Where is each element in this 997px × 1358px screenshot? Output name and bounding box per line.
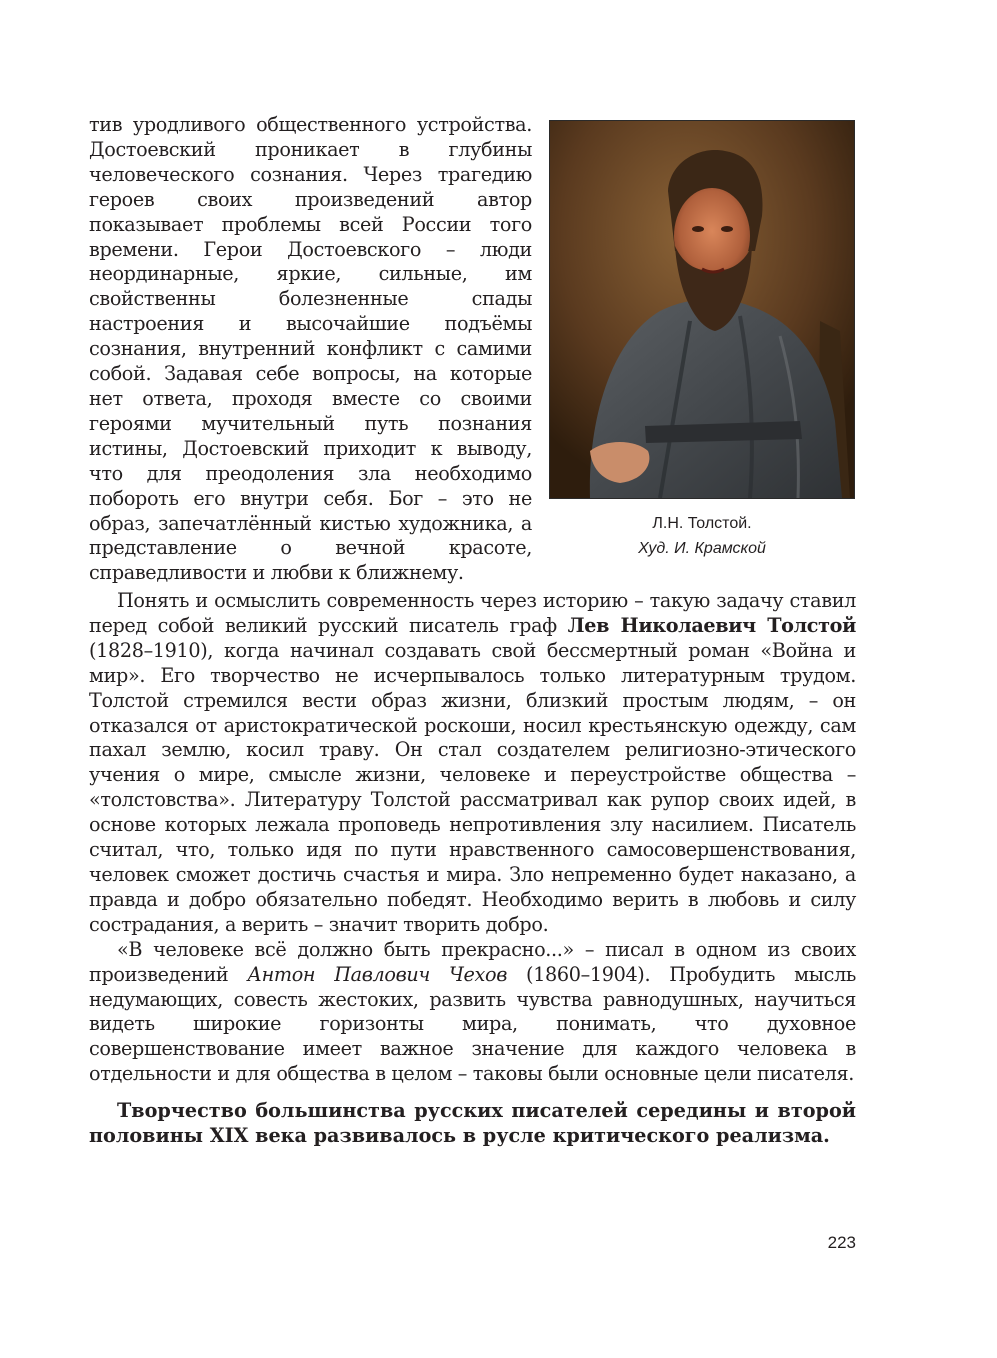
chekhov-text-before: «В человеке всё должно быть прекрасно...» – писал в одном из своих произведений (89, 937, 856, 986)
dostoevsky-paragraph: тив уродливого общественного устройства. Достоевский проникает в глубины человеческого сознания. Через трагедию героев своих произведений автор показывает проблемы всей России того времени. Герои Достоевского – люди неординарные, яркие, сильные, им свойственны болезненные спады настроения и высочайшие подъёмы сознания, внутренний конфликт с самими собой. Задавая себе вопросы, на которые нет ответа, проходя вместе со своими героями мучительный путь познания истины, Достоевский приходит к выводу, что для преодоления зла необходимо побороть его внутри себя. Бог – это не образ, запечатлённый кистью художника, а представление о вечной красоте, справедливости и любви к ближнему. (89, 113, 532, 585)
tolstoy-text-after: (1828–1910), когда начинал создавать свой бессмертный роман «Война и мир». Его творчество не исчерпывалось только литературным трудом. Толстой стремился вести образ жизни, близкий простым людям, – он отказался от аристократической роскоши, носил крестьянскую одежду, сам пахал землю, косил траву. Он стал создателем религиозно-этического учения о мире, смысле жизни, человеке и переустройстве общества – «толстовства». Литературу Толстой рассматривал как рупор своих идей, в основе которых лежала проповедь непротивления злу насилием. Писатель считал, что, только идя по пути нравственного самосовершенствования, человек сможет достичь счастья и мира. Зло непременно будет наказано, а правда и добро обязательно победят. Необходимо верить в любовь и силу сострадания, а верить – значит творить добро. (89, 638, 856, 936)
chekhov-paragraph (89, 938, 856, 1087)
summary-paragraph: Творчество большинства русских писателей середины и второй половины XIX века развивалось в русле критического реализма. (89, 1099, 856, 1148)
tolstoy-paragraph (89, 589, 856, 938)
tolstoy-name: Лев Николаевич Толстой (567, 613, 856, 637)
column-text (89, 113, 532, 586)
portrait-image (550, 121, 854, 498)
portrait-caption (549, 511, 855, 561)
main-text (89, 589, 856, 1149)
tolstoy-portrait (549, 120, 855, 499)
caption-artist: Худ. И. Крамской (638, 540, 766, 557)
tolstoy-text-before: Понять и осмыслить современность через историю – такую задачу ставил перед собой великий русский писатель граф (89, 589, 856, 637)
caption-name: Л.Н. Толстой. (652, 515, 752, 532)
page-number: 223 (827, 1233, 856, 1252)
chekhov-text-after: (1860–1904). Пробудить мысль недумающих, совесть жестоких, развить чувства равнодушных, научиться видеть широкие горизонты мира, понимать, что духовное совершенствование имеет важное значение для каждого человека в отдельности и для общества в целом – таковы были основные цели писателя. (89, 962, 856, 1086)
chekhov-name: Антон Павлович Чехов (247, 962, 508, 986)
